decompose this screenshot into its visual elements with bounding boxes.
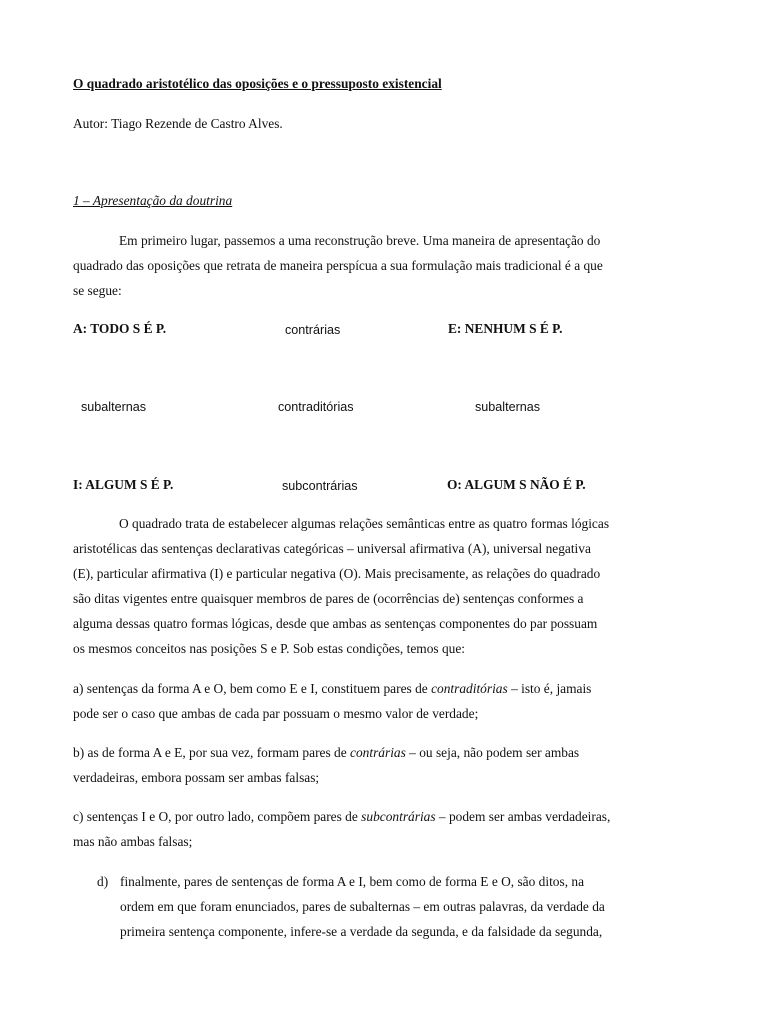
body-line: alguma dessas quatro formas lógicas, desde que ambas as sentenças componentes do par possuam [73, 616, 598, 631]
square-subalternas-right-label: subalternas [475, 400, 541, 414]
square-i-label: I: ALGUM S É P. [73, 477, 174, 492]
item-c-text: c) sentenças I e O, por outro lado, compõem pares de [73, 809, 362, 824]
author-line: Autor: Tiago Rezende de Castro Alves. [73, 116, 283, 131]
square-e-label: E: NENHUM S É P. [448, 321, 563, 336]
body-line: os mesmos conceitos nas posições S e P. Sob estas condições, temos que: [73, 641, 466, 656]
item-a-text: a) sentenças da forma A e O, bem como E e I, constituem pares de [73, 681, 432, 696]
item-b [73, 740, 703, 790]
item-a-emphasis: contraditórias [431, 681, 508, 696]
item-d-line: ordem em que foram enunciados, pares de subalternas – em outras palavras, da verdade da [120, 899, 605, 914]
document-title: O quadrado aristotélico das oposições e o pressuposto existencial [73, 76, 442, 91]
item-c-line2: mas não ambas falsas; [73, 834, 193, 849]
intro-paragraph [73, 228, 698, 303]
body-line: são ditas vigentes entre quaisquer membros de pares de (ocorrências de) sentenças conformes a [73, 591, 584, 606]
body-line: aristotélicas das sentenças declarativas categóricas – universal afirmativa (A), universal negativa [73, 541, 591, 556]
square-contrarias-label: contrárias [285, 323, 341, 337]
square-contraditorias-label: contraditórias [278, 400, 354, 414]
item-b-line1 [73, 740, 703, 765]
intro-line: se segue: [73, 283, 122, 298]
item-b-text: b) as de forma A e E, por sua vez, formam pares de [73, 745, 351, 760]
item-c-text: – podem ser ambas verdadeiras, [435, 809, 611, 824]
item-a [73, 676, 703, 726]
section-heading: 1 – Apresentação da doutrina [73, 193, 233, 208]
intro-line: quadrado das oposições que retrata de maneira perspícua a sua formulação mais tradicional é a que [73, 258, 603, 273]
item-d-line: finalmente, pares de sentenças de forma A e I, bem como de forma E e O, são ditos, na [120, 874, 585, 889]
item-b-emphasis: contrárias [350, 745, 406, 760]
square-a-label: A: TODO S É P. [73, 321, 167, 336]
square-subcontrarias-label: subcontrárias [282, 479, 358, 493]
item-c [73, 804, 703, 854]
item-b-line2: verdadeiras, embora possam ser ambas falsas; [73, 770, 320, 785]
item-c-emphasis: subcontrárias [361, 809, 436, 824]
item-d-marker: d) [97, 874, 109, 889]
item-a-line1 [73, 676, 703, 701]
item-d-body [120, 869, 710, 944]
item-c-line1 [73, 804, 703, 829]
item-b-text: – ou seja, não podem ser ambas [405, 745, 580, 760]
body-line: (E), particular afirmativa (I) e particular negativa (O). Mais precisamente, as relações do quadrado [73, 566, 601, 581]
body-paragraph [73, 511, 698, 661]
item-a-text: – isto é, jamais [507, 681, 592, 696]
item-a-line2: pode ser o caso que ambas de cada par possuam o mesmo valor de verdade; [73, 706, 479, 721]
item-d-line: primeira sentença componente, infere-se a verdade da segunda, e da falsidade da segunda, [120, 924, 603, 939]
square-subalternas-left-label: subalternas [81, 400, 147, 414]
square-o-label: O: ALGUM S NÃO É P. [447, 477, 586, 492]
intro-line: Em primeiro lugar, passemos a uma reconstrução breve. Uma maneira de apresentação do [119, 233, 601, 248]
body-line: O quadrado trata de estabelecer algumas relações semânticas entre as quatro formas lógicas [119, 516, 610, 531]
